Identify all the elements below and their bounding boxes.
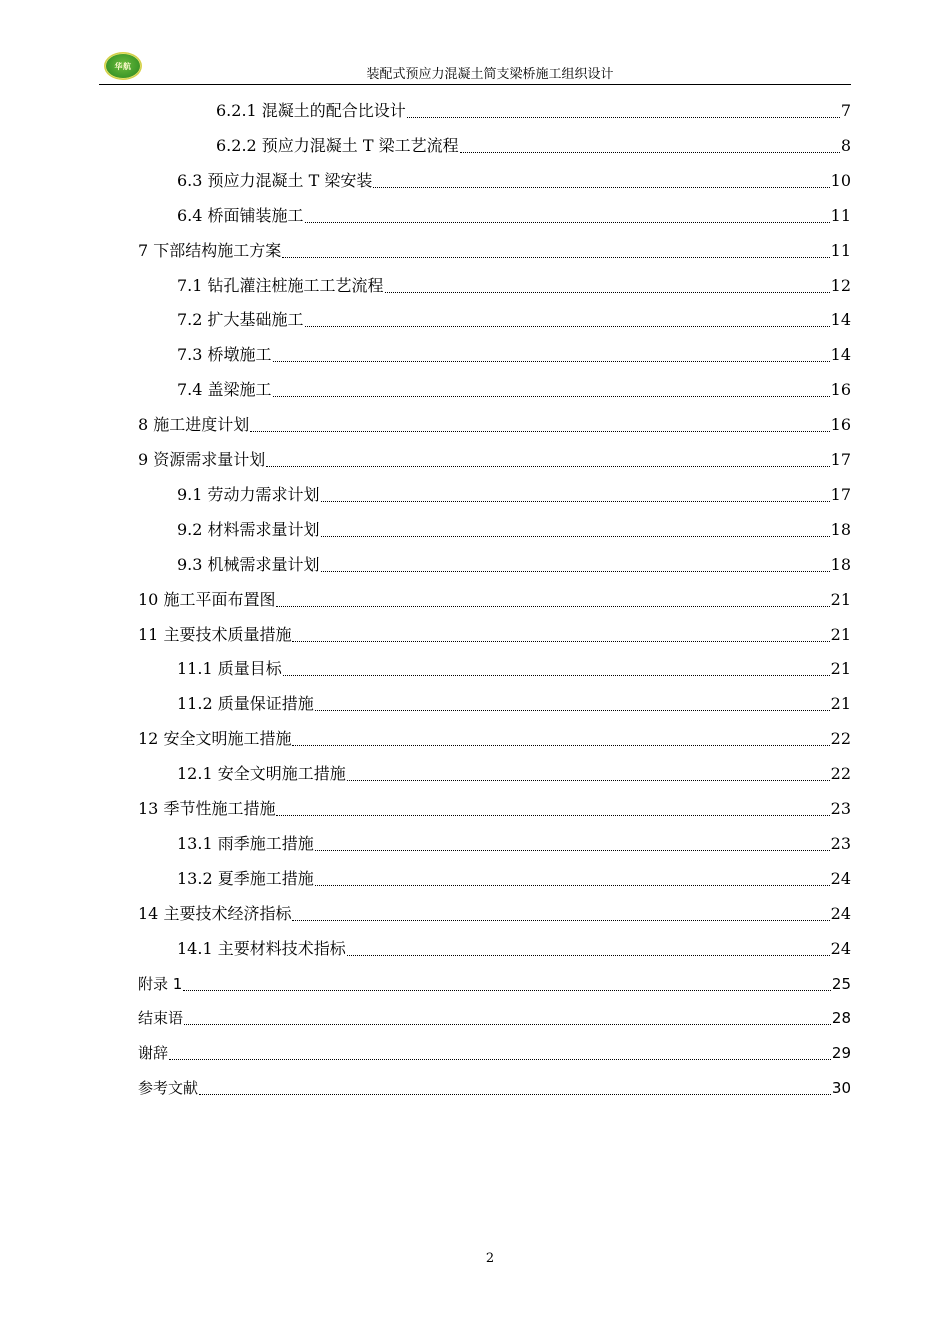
toc-entry-label: 9.3 机械需求量计划 [177, 554, 320, 574]
toc-entry-label: 9.2 材料需求量计划 [177, 519, 320, 539]
toc-dot-leader [321, 501, 830, 502]
toc-entry-label: 13.2 夏季施工措施 [177, 868, 314, 888]
toc-entry-label: 7.4 盖梁施工 [177, 380, 272, 400]
toc-entry-label: 6.3 预应力混凝土 T 梁安装 [177, 170, 373, 190]
toc-entry-page-number: 24 [830, 903, 851, 923]
toc-entry[interactable] [177, 759, 851, 789]
toc-entry[interactable] [177, 689, 851, 719]
toc-entry-page-number: 8 [840, 135, 851, 155]
toc-dot-leader [183, 990, 831, 991]
toc-dot-leader [321, 536, 830, 537]
toc-entry-page-number: 21 [830, 624, 851, 644]
toc-dot-leader [305, 326, 830, 327]
toc-entry-label: 7.3 桥墩施工 [177, 345, 272, 365]
toc-entry-label: 6.2.1 混凝土的配合比设计 [216, 101, 406, 120]
toc-dot-leader [292, 745, 829, 746]
toc-entry-label: 12.1 安全文明施工措施 [177, 764, 346, 784]
header-rule [99, 84, 851, 85]
toc-entry[interactable] [177, 515, 851, 545]
toc-entry[interactable] [138, 969, 851, 999]
toc-entry-page-number: 17 [830, 484, 851, 504]
toc-entry-label: 7 下部结构施工方案 [138, 240, 282, 260]
toc-entry-page-number: 21 [830, 659, 851, 679]
toc-entry-label: 12 安全文明施工措施 [138, 729, 292, 749]
toc-entry[interactable] [138, 1003, 851, 1033]
toc-entry[interactable] [177, 305, 851, 335]
toc-entry-label: 结束语 [138, 1009, 184, 1028]
toc-entry[interactable] [138, 1073, 851, 1103]
toc-entry-label: 9 资源需求量计划 [138, 450, 266, 469]
toc-entry-page-number: 22 [830, 764, 851, 784]
toc-entry[interactable] [177, 201, 851, 231]
toc-entry-page-number: 18 [830, 519, 851, 539]
toc-entry[interactable] [138, 899, 851, 929]
toc-dot-leader [266, 466, 829, 467]
toc-entry-page-number: 23 [830, 799, 851, 818]
toc-entry[interactable] [177, 375, 851, 405]
toc-dot-leader [315, 850, 830, 851]
toc-dot-leader [460, 152, 840, 153]
toc-entry-page-number: 16 [830, 380, 851, 400]
toc-entry-label: 13 季节性施工措施 [138, 799, 276, 818]
toc-dot-leader [276, 606, 829, 607]
toc-entry-page-number: 24 [830, 868, 851, 888]
page-number: 2 [485, 1251, 495, 1266]
toc-dot-leader [250, 431, 829, 432]
toc-dot-leader [273, 396, 830, 397]
toc-entry-label: 11.2 质量保证措施 [177, 694, 314, 714]
toc-entry[interactable] [138, 1038, 851, 1068]
toc-entry-label: 10 施工平面布置图 [138, 589, 276, 609]
toc-entry[interactable] [177, 550, 851, 580]
toc-entry-page-number: 14 [830, 345, 851, 365]
toc-entry[interactable] [138, 585, 851, 615]
toc-entry[interactable] [138, 724, 851, 754]
toc-entry-label: 6.4 桥面铺装施工 [177, 205, 304, 225]
toc-entry-page-number: 18 [830, 554, 851, 574]
toc-entry-page-number: 22 [830, 729, 851, 749]
toc-entry-page-number: 25 [831, 974, 851, 993]
toc-entry-page-number: 29 [831, 1044, 851, 1063]
toc-dot-leader [292, 641, 829, 642]
toc-entry-page-number: 21 [830, 589, 851, 609]
toc-dot-leader [407, 117, 840, 118]
toc-entry-label: 11 主要技术质量措施 [138, 624, 292, 644]
toc-entry[interactable] [177, 654, 851, 684]
toc-dot-leader [305, 222, 830, 223]
toc-entry-label: 13.1 雨季施工措施 [177, 833, 314, 853]
toc-entry-page-number: 28 [831, 1009, 851, 1028]
toc-entry[interactable] [138, 445, 851, 475]
toc-dot-leader [199, 1094, 831, 1095]
toc-entry-page-number: 11 [830, 240, 851, 260]
toc-entry[interactable] [138, 410, 851, 440]
toc-entry-label: 7.2 扩大基础施工 [177, 310, 304, 330]
toc-entry-page-number: 11 [830, 205, 851, 225]
toc-dot-leader [283, 675, 830, 676]
toc-entry[interactable] [177, 271, 851, 301]
toc-entry-label: 参考文献 [138, 1079, 199, 1098]
toc-entry-page-number: 10 [830, 170, 851, 190]
toc-entry[interactable] [177, 864, 851, 894]
toc-entry[interactable] [216, 131, 851, 161]
toc-dot-leader [373, 187, 829, 188]
toc-dot-leader [292, 920, 829, 921]
toc-entry[interactable] [138, 620, 851, 650]
toc-entry[interactable] [138, 794, 851, 824]
toc-entry-label: 14 主要技术经济指标 [138, 903, 292, 923]
toc-dot-leader [184, 1024, 831, 1025]
toc-entry[interactable] [216, 96, 851, 126]
toc-entry-label: 谢辞 [138, 1044, 169, 1063]
toc-entry-page-number: 23 [830, 833, 851, 853]
toc-entry-label: 6.2.2 预应力混凝土 T 梁工艺流程 [216, 135, 459, 155]
toc-entry[interactable] [177, 934, 851, 964]
toc-dot-leader [321, 571, 830, 572]
toc-entry[interactable] [177, 166, 851, 196]
toc-entry-label: 附录 1 [138, 974, 183, 993]
toc-dot-leader [169, 1059, 831, 1060]
toc-dot-leader [276, 815, 829, 816]
toc-entry-label: 8 施工进度计划 [138, 415, 250, 435]
toc-dot-leader [385, 292, 830, 293]
toc-entry-page-number: 30 [831, 1079, 851, 1098]
toc-dot-leader [347, 955, 830, 956]
toc-entry-page-number: 16 [830, 415, 851, 435]
toc-dot-leader [347, 780, 830, 781]
toc-entry[interactable] [138, 236, 851, 266]
toc-dot-leader [282, 257, 829, 258]
toc-entry[interactable] [177, 480, 851, 510]
toc-entry-page-number: 24 [830, 938, 851, 958]
toc-entry-label: 9.1 劳动力需求计划 [177, 484, 320, 504]
toc-dot-leader [315, 710, 830, 711]
toc-entry-page-number: 7 [840, 101, 851, 120]
toc-entry-label: 14.1 主要材料技术指标 [177, 938, 346, 958]
toc-entry[interactable] [177, 829, 851, 859]
toc-entry-label: 7.1 钻孔灌注桩施工工艺流程 [177, 275, 384, 295]
running-header-title: 装配式预应力混凝土简支梁桥施工组织设计 [366, 67, 614, 82]
toc-entry-page-number: 21 [830, 694, 851, 714]
toc-entry-page-number: 12 [830, 275, 851, 295]
logo-text: 华航 [114, 61, 132, 71]
toc-entry-label: 11.1 质量目标 [177, 659, 282, 679]
toc-dot-leader [273, 361, 830, 362]
toc-entry-page-number: 14 [830, 310, 851, 330]
toc-entry-page-number: 17 [830, 450, 851, 469]
toc-dot-leader [315, 885, 830, 886]
toc-entry[interactable] [177, 340, 851, 370]
